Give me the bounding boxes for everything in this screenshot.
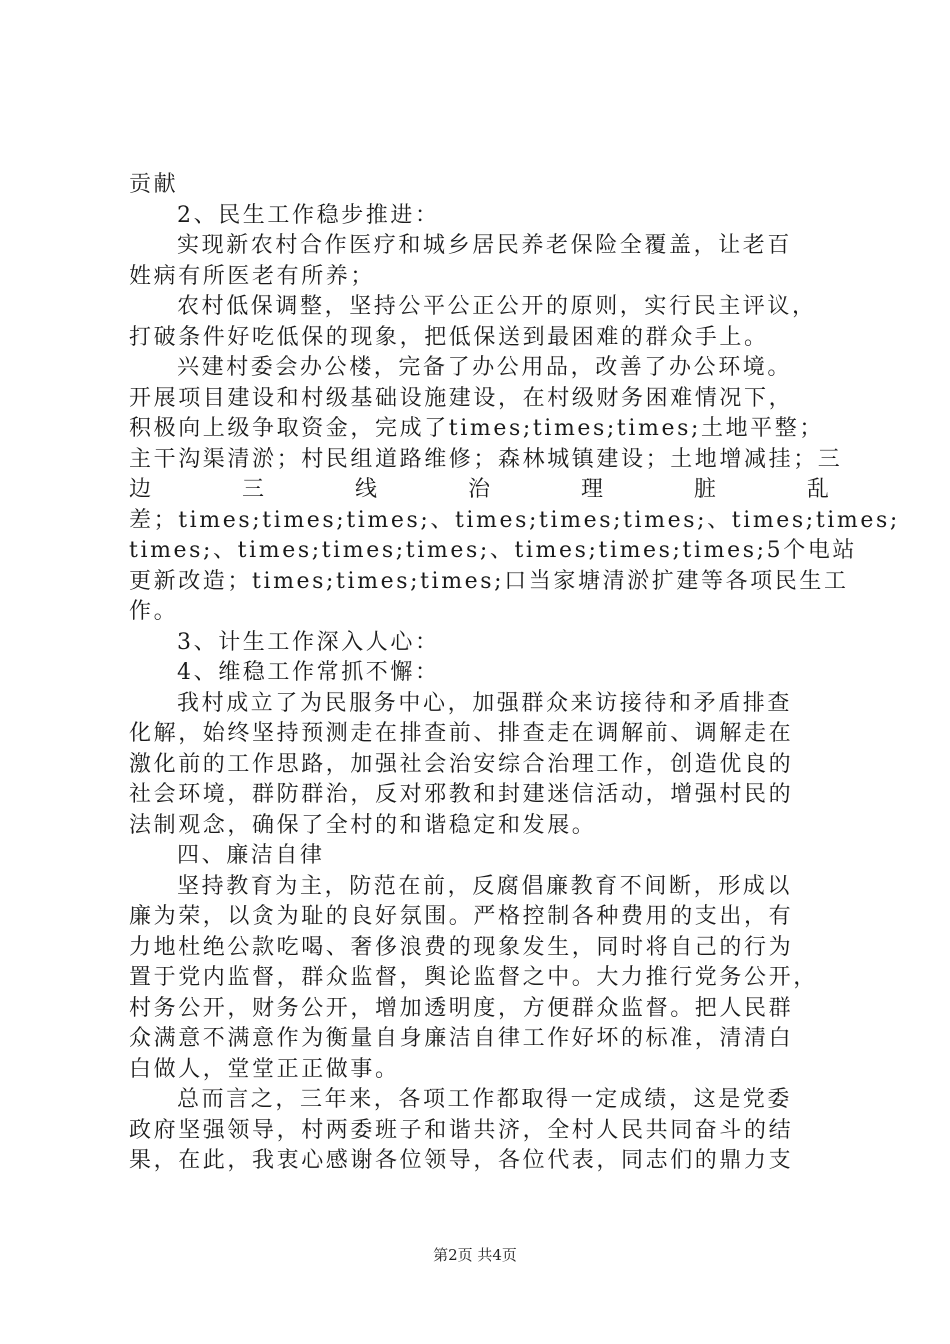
text-line: 作。	[129, 599, 179, 624]
text-line: 果，在此，我衷心感谢各位领导，各位代表，同志们的鼎力支	[129, 1148, 794, 1173]
justified-text-line	[129, 475, 829, 506]
text-line: 姓病有所医老有所养；	[129, 263, 376, 289]
text-line: 积极向上级争取资金，完成了times;times;times;土地平整；	[129, 416, 824, 441]
text-line: 开展项目建设和村级基础设施建设，在村级财务困难情况下，	[129, 385, 794, 411]
text-line: 更新改造；times;times;times;口当家塘清淤扩建等各项民生工	[129, 568, 849, 594]
text-line: 实现新农村合作医疗和城乡居民养老保险全覆盖，让老百	[177, 233, 793, 258]
text-line: 化解，始终坚持预测走在排查前、排查走在调解前、调解走在	[129, 721, 794, 746]
section-heading: 2、民生工作稳步推进：	[177, 202, 440, 228]
justified-char: 治	[467, 477, 490, 502]
text-line: 社会环境，群防群治，反对邪教和封建迷信活动，增强村民的	[129, 782, 794, 807]
text-line: 村务公开，财务公开，增加透明度，方便群众监督。把人民群	[129, 995, 794, 1021]
text-line: 我村成立了为民服务中心，加强群众来访接待和矛盾排查	[177, 690, 793, 716]
text-line: 总而言之，三年来，各项工作都取得一定成绩，这是党委	[177, 1087, 793, 1112]
text-line: 力地杜绝公款吃喝、奢侈浪费的现象发生，同时将自己的行为	[129, 934, 794, 960]
text-line: 农村低保调整，坚持公平公正公开的原则，实行民主评议，	[177, 294, 817, 319]
section-heading: 4、维稳工作常抓不懈：	[177, 660, 440, 685]
text-line: 众满意不满意作为衡量自身廉洁自律工作好坏的标准，清清白	[129, 1026, 794, 1051]
section-heading: 3、计生工作深入人心：	[177, 629, 440, 655]
justified-char: 理	[580, 477, 603, 502]
text-line: 置于党内监督，群众监督，舆论监督之中。大力推行党务公开，	[129, 965, 818, 990]
justified-char: 三	[241, 477, 264, 502]
page-number-footer: 第2页 共4页	[433, 1246, 517, 1264]
text-line: 贡献	[129, 172, 179, 197]
justified-char: 线	[354, 477, 377, 502]
text-line: 激化前的工作思路，加强社会治安综合治理工作，创造优良的	[129, 751, 794, 777]
text-line: times;、times;times;times;、times;times;times;5个电站	[129, 538, 858, 563]
text-line: 兴建村委会办公楼，完备了办公用品，改善了办公环境。	[177, 355, 793, 380]
text-line: 坚持教育为主，防范在前，反腐倡廉教育不间断，形成以	[177, 873, 793, 899]
section-heading: 四、廉洁自律	[177, 843, 325, 868]
text-line: 打破条件好吃低保的现象，把低保送到最困难的群众手上。	[129, 324, 769, 350]
justified-char: 边	[129, 477, 152, 502]
text-line: 主干沟渠清淤；村民组道路维修；森林城镇建设；土地增减挂；三	[129, 446, 843, 472]
text-line: 法制观念，确保了全村的和谐稳定和发展。	[129, 812, 597, 838]
text-line: 政府坚强领导，村两委班子和谐共济，全村人民共同奋斗的结	[129, 1117, 794, 1143]
justified-char: 乱	[806, 477, 829, 502]
body-text	[129, 170, 900, 1177]
text-line: 廉为荣，以贪为耻的良好氛围。严格控制各种费用的支出，有	[129, 904, 794, 929]
text-line: 白做人，堂堂正正做事。	[129, 1056, 400, 1082]
justified-char: 脏	[693, 477, 716, 502]
text-line: 差；times;times;times;、times;times;times;、times;times;	[129, 507, 900, 533]
